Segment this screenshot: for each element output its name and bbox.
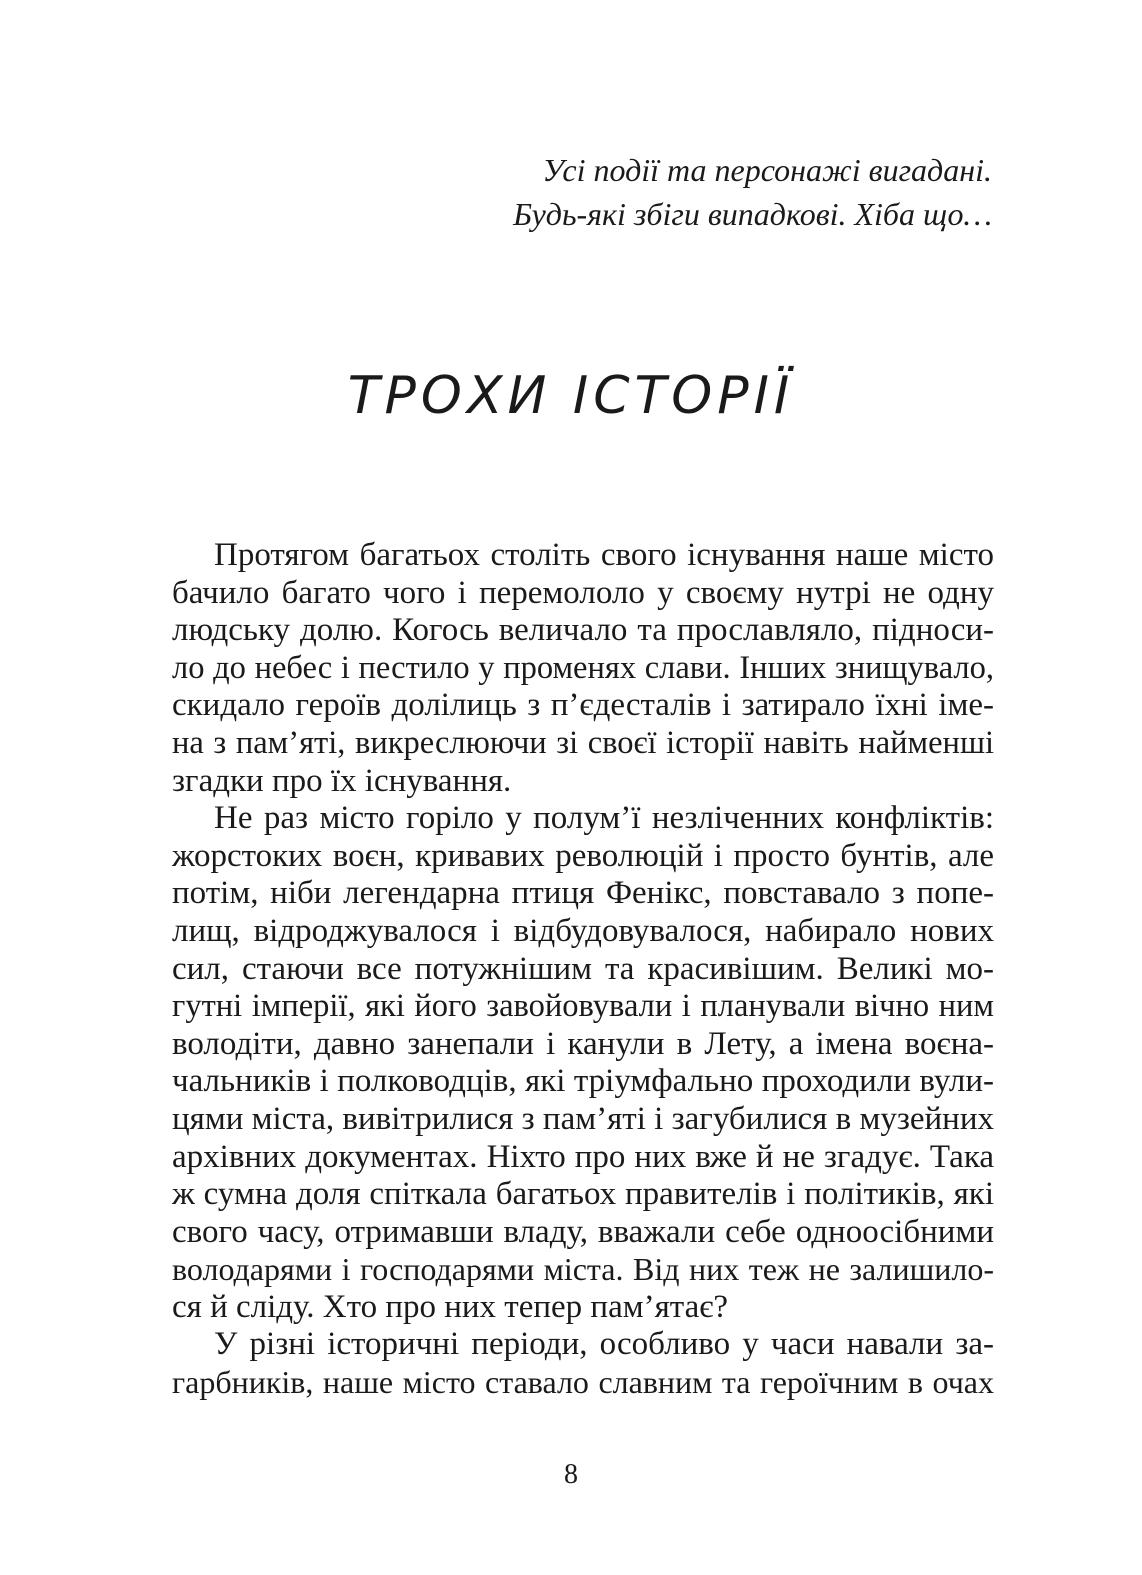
text-line: Протягом багатьох століть свого існування наше місто [214, 537, 994, 573]
text-line: цями міста, вивітрилися з пам’яті і загубилися в музейних [172, 1100, 994, 1137]
text-line: потім, ніби легендарна птиця Фенікс, повставало з попе- [172, 875, 994, 912]
text-line: людську долю. Когось величало та прославляло, підноси- [172, 612, 994, 649]
text-line: сил, стаючи все потужнішим та красивішим. Великі мо- [172, 950, 994, 987]
text-line: володарями і господарями міста. Від них теж не залишило- [172, 1251, 994, 1288]
paragraph [172, 537, 994, 800]
text-line: ся й сліду. Хто про них тепер пам’ятає? [172, 1288, 729, 1325]
text-line: гарбників, наше місто ставало славним та героїчним в очах [172, 1364, 994, 1401]
text-line: Не раз місто горіло у полум’ї незліченних конфліктів: [214, 800, 994, 837]
chapter-title: ТРОХИ ІСТОРІЇ [347, 366, 795, 426]
epigraph [292, 148, 992, 236]
text-line: У різні історичні періоди, особливо у часи навали за- [214, 1326, 994, 1363]
paragraph [172, 1326, 994, 1401]
text-line: бачило багато чого і перемололо у своєму нутрі не одну [172, 574, 994, 611]
epigraph-line: Усі події та персонажі вигадані. [542, 152, 992, 188]
text-line: володіти, давно занепали і канули в Лету, а імена воєна- [172, 1025, 994, 1062]
epigraph-line: Будь-які збіги випадкові. Хіба що… [513, 196, 992, 232]
text-line: ж сумна доля спіткала багатьох правителів і політиків, які [172, 1176, 994, 1213]
text-line: на з пам’яті, викреслюючи зі своєї історії навіть найменші [172, 724, 994, 761]
text-line: чальників і полководців, які тріумфально проходили вули- [172, 1063, 994, 1100]
text-line: гутні імперії, які його завойовували і планували вічно ним [172, 988, 994, 1025]
text-line: лищ, відроджувалося і відбудовувалося, набирало нових [172, 912, 994, 949]
text-line: свого часу, отримавши владу, вважали себе одноосібними [172, 1213, 994, 1250]
text-line: згадки про їх існування. [172, 762, 512, 799]
page-number: 8 [564, 1459, 578, 1490]
text-line: ло до небес і пестило у променях слави. Інших знищувало, [172, 649, 994, 686]
text-line: скидало героїв долілиць з п’єдесталів і затирало їхні іме- [172, 687, 994, 724]
text-line: жорстоких воєн, кривавих революцій і просто бунтів, але [172, 837, 994, 874]
paragraph [172, 800, 994, 1326]
text-line: архівних документах. Ніхто про них вже й не згадує. Така [172, 1138, 994, 1175]
body-text [172, 537, 994, 1402]
